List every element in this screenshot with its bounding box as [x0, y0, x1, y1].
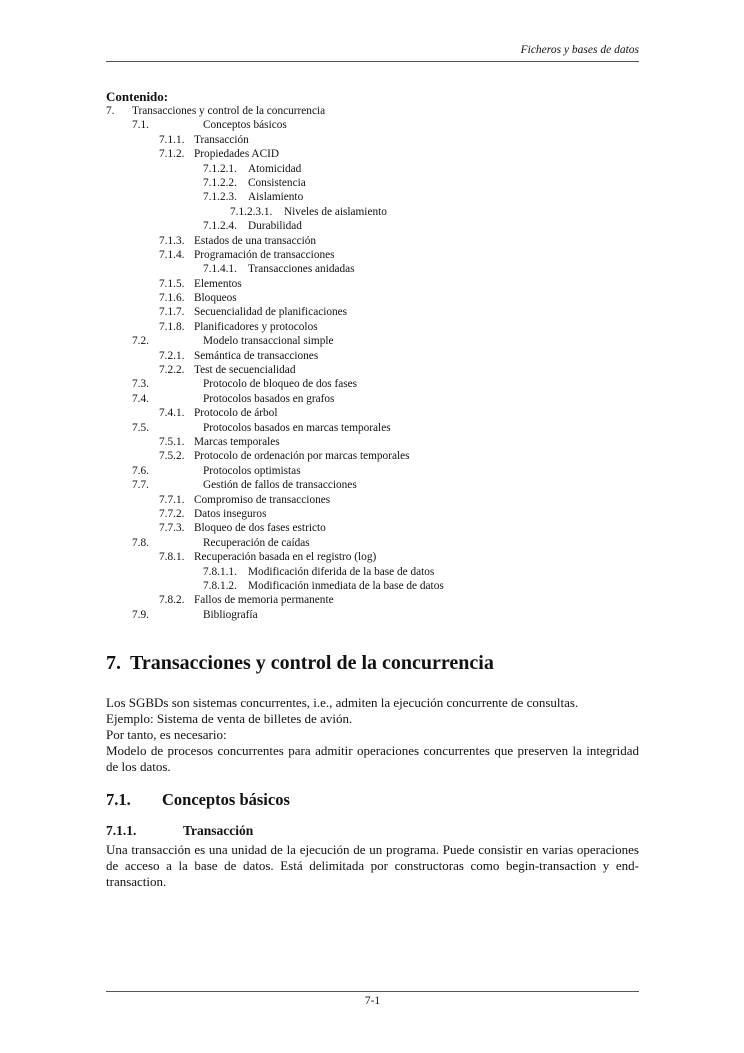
subsection-title	[106, 823, 639, 839]
toc-entry-number: 7.1.3.	[159, 234, 185, 247]
intro-line-4: Modelo de procesos concurrentes para admitir operaciones concurrentes que preserven la integridad de los datos.	[106, 743, 639, 774]
main-content	[106, 650, 639, 890]
toc-entry-title: Datos inseguros	[194, 507, 267, 520]
toc-entry-title: Gestión de fallos de transacciones	[203, 479, 357, 492]
toc-entry-title: Protocolos basados en grafos	[203, 392, 335, 405]
toc-entry-number: 7.1.1.	[159, 133, 185, 146]
toc-entry-number: 7.1.4.1.	[203, 263, 237, 276]
toc-entry-number: 7.1.2.1.	[203, 162, 237, 175]
toc-entry[interactable]	[106, 608, 639, 622]
toc-entry-number: 7.8.1.2.	[203, 579, 237, 592]
toc-entry[interactable]	[106, 377, 639, 391]
section-title	[106, 790, 639, 810]
toc-entry[interactable]	[106, 421, 639, 435]
toc-entry-title: Propiedades ACID	[194, 148, 280, 161]
toc-entry-title: Protocolo de árbol	[194, 407, 278, 420]
footer-rule	[106, 991, 639, 992]
toc-entry-number: 7.1.	[132, 119, 149, 132]
chapter-title-text: Transacciones y control de la concurrencia	[130, 652, 494, 674]
toc-entry[interactable]	[106, 363, 639, 377]
chapter-number: 7.	[106, 652, 121, 674]
toc-entry[interactable]	[106, 493, 639, 507]
toc-entry-title: Protocolos basados en marcas temporales	[203, 421, 391, 434]
header-rule	[106, 61, 639, 62]
toc-entry-number: 7.4.1.	[159, 407, 185, 420]
toc-entry-number: 7.5.	[132, 421, 149, 434]
toc-entry[interactable]	[106, 435, 639, 449]
toc-entry-title: Bibliografía	[203, 608, 258, 621]
toc-entry-title: Elementos	[194, 277, 242, 290]
toc-entry[interactable]	[106, 565, 639, 579]
toc-entry-title: Semántica de transacciones	[194, 349, 319, 362]
toc-entry-number: 7.1.6.	[159, 292, 185, 305]
toc-entry[interactable]	[106, 593, 639, 607]
toc-entry-number: 7.1.2.3.1.	[230, 205, 273, 218]
toc-entry-number: 7.2.1.	[159, 349, 185, 362]
toc-entry[interactable]	[106, 176, 639, 190]
toc-entry-title: Consistencia	[248, 176, 306, 189]
toc-entry[interactable]	[106, 162, 639, 176]
toc-entry[interactable]	[106, 291, 639, 305]
toc-entry[interactable]	[106, 349, 639, 363]
toc-entry-title: Recuperación basada en el registro (log)	[194, 551, 377, 564]
toc-entry-title: Fallos de memoria permanente	[194, 594, 334, 607]
toc-entry[interactable]	[106, 507, 639, 521]
toc-list	[106, 104, 639, 622]
toc-entry[interactable]	[106, 464, 639, 478]
toc-entry-number: 7.8.2.	[159, 594, 185, 607]
toc-entry[interactable]	[106, 147, 639, 161]
toc-entry[interactable]	[106, 248, 639, 262]
toc-entry-title: Protocolo de bloqueo de dos fases	[203, 378, 358, 391]
toc-entry-title: Niveles de aislamiento	[284, 205, 387, 218]
toc-entry-number: 7.7.1.	[159, 493, 185, 506]
subsection-number: 7.1.1.	[106, 823, 137, 838]
toc-entry-title: Modificación diferida de la base de datos	[248, 565, 435, 578]
toc-entry[interactable]	[106, 190, 639, 204]
page-number: 7-1	[364, 995, 381, 1007]
toc-entry-title: Modificación inmediata de la base de datos	[248, 579, 444, 592]
subsection-paragraph: Una transacción es una unidad de la ejecución de un programa. Puede consistir en varias operaciones de acceso a la base de datos. Está delimitada por constructoras como begin-transaction y end-transaction.	[106, 842, 639, 889]
toc-entry-title: Marcas temporales	[194, 435, 280, 448]
toc-entry-number: 7.7.3.	[159, 522, 185, 535]
toc-entry-number: 7.4.	[132, 392, 149, 405]
toc-entry-title: Modelo transaccional simple	[203, 335, 334, 348]
toc-entry-title: Programación de transacciones	[194, 248, 335, 261]
toc-entry[interactable]	[106, 334, 639, 348]
toc-entry-title: Bloqueo de dos fases estricto	[194, 522, 326, 535]
table-of-contents	[106, 89, 639, 622]
toc-entry-number: 7.8.	[132, 536, 149, 549]
toc-entry-number: 7.1.8.	[159, 320, 185, 333]
subsection-title-text: Transacción	[183, 823, 254, 838]
toc-entry-number: 7.1.2.	[159, 148, 185, 161]
intro-line-3: Por tanto, es necesario:	[106, 727, 227, 742]
toc-entry[interactable]	[106, 392, 639, 406]
toc-entry[interactable]	[106, 406, 639, 420]
toc-entry-number: 7.	[106, 105, 115, 117]
toc-entry-number: 7.8.1.	[159, 551, 185, 564]
toc-entry-number: 7.1.2.2.	[203, 176, 237, 189]
toc-entry-number: 7.9.	[132, 608, 149, 621]
toc-heading: Contenido:	[106, 89, 169, 104]
toc-entry[interactable]	[106, 449, 639, 463]
toc-entry-number: 7.8.1.1.	[203, 565, 237, 578]
toc-entry[interactable]	[106, 305, 639, 319]
toc-entry[interactable]	[106, 104, 639, 118]
intro-line-1: Los SGBDs son sistemas concurrentes, i.e., admiten la ejecución concurrente de consultas.	[106, 695, 579, 710]
toc-entry[interactable]	[106, 277, 639, 291]
chapter-title	[106, 650, 639, 676]
toc-entry-title: Aislamiento	[248, 191, 304, 204]
toc-entry-number: 7.2.	[132, 335, 149, 348]
toc-entry-title: Planificadores y protocolos	[194, 320, 318, 333]
toc-entry-title: Durabilidad	[248, 220, 302, 233]
toc-entry[interactable]	[106, 550, 639, 564]
toc-entry-number: 7.5.1.	[159, 435, 185, 448]
toc-entry[interactable]	[106, 234, 639, 248]
toc-entry[interactable]	[106, 579, 639, 593]
toc-entry-number: 7.1.2.4.	[203, 220, 237, 233]
toc-entry-number: 7.1.2.3.	[203, 191, 237, 204]
toc-entry[interactable]	[106, 262, 639, 276]
intro-line-2: Ejemplo: Sistema de venta de billetes de avión.	[106, 711, 353, 726]
toc-entry-number: 7.1.4.	[159, 248, 185, 261]
toc-entry[interactable]	[106, 320, 639, 334]
toc-entry-title: Secuencialidad de planificaciones	[194, 306, 348, 319]
toc-entry-number: 7.6.	[132, 464, 149, 477]
toc-entry[interactable]	[106, 205, 639, 219]
toc-entry[interactable]	[106, 133, 639, 147]
toc-entry-title: Protocolo de ordenación por marcas temporales	[194, 450, 410, 463]
toc-entry-title: Estados de una transacción	[194, 234, 317, 247]
toc-entry-title: Conceptos básicos	[203, 119, 287, 132]
toc-entry-number: 7.1.5.	[159, 277, 185, 290]
running-header: Ficheros y bases de datos	[520, 44, 639, 56]
toc-entry-number: 7.3.	[132, 378, 149, 391]
toc-entry[interactable]	[106, 536, 639, 550]
toc-entry-number: 7.2.2.	[159, 364, 185, 377]
toc-entry[interactable]	[106, 521, 639, 535]
toc-entry[interactable]	[106, 118, 639, 132]
toc-entry-number: 7.7.2.	[159, 507, 185, 520]
toc-entry-title: Test de secuencialidad	[194, 364, 296, 377]
toc-entry-title: Recuperación de caídas	[203, 536, 310, 549]
toc-entry-title: Protocolos optimistas	[203, 464, 301, 477]
toc-entry-title: Atomicidad	[248, 162, 302, 175]
toc-entry-title: Transacciones anidadas	[248, 263, 355, 276]
toc-entry[interactable]	[106, 478, 639, 492]
section-number: 7.1.	[106, 790, 131, 809]
section-title-text: Conceptos básicos	[162, 790, 290, 809]
toc-entry-title: Compromiso de transacciones	[194, 493, 331, 506]
toc-entry-title: Transacción	[194, 133, 249, 146]
toc-entry[interactable]	[106, 219, 639, 233]
toc-entry-number: 7.7.	[132, 479, 149, 492]
toc-entry-title: Bloqueos	[194, 292, 237, 305]
toc-entry-number: 7.1.7.	[159, 306, 185, 319]
toc-entry-number: 7.5.2.	[159, 450, 185, 463]
toc-entry-title: Transacciones y control de la concurrencia	[132, 105, 326, 117]
